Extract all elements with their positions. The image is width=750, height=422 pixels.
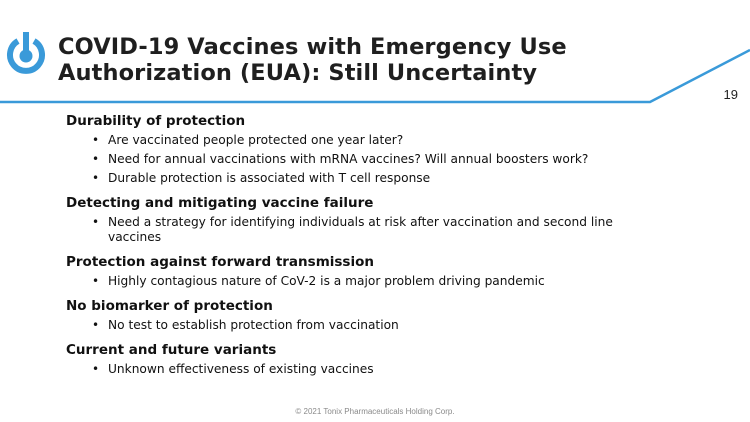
bullet-item xyxy=(66,215,706,245)
bullet-item xyxy=(66,152,706,167)
bullet-icon: • xyxy=(92,215,100,229)
section-variants xyxy=(66,341,706,377)
bullet-list xyxy=(66,318,706,333)
bullet-text: No test to establish protection from vaccination xyxy=(108,318,399,332)
section-heading: Protection against forward transmission xyxy=(66,254,374,270)
bullet-list xyxy=(66,215,706,245)
bullet-icon: • xyxy=(92,152,100,166)
section-heading: Current and future variants xyxy=(66,342,277,358)
bullet-text: Are vaccinated people protected one year later? xyxy=(108,133,404,147)
bullet-text: Unknown effectiveness of existing vaccines xyxy=(108,362,374,376)
bullet-item xyxy=(66,318,706,333)
bullet-item xyxy=(66,274,706,289)
bullet-item xyxy=(66,362,706,377)
slide-body xyxy=(66,112,706,385)
title-underline-rule xyxy=(0,44,750,114)
bullet-list xyxy=(66,274,706,289)
bullet-item xyxy=(66,133,706,148)
section-biomarker xyxy=(66,297,706,333)
slide-title-line-2: Authorization (EUA): Still Uncertainty xyxy=(58,60,538,86)
section-vaccine-failure xyxy=(66,194,706,245)
copyright-footer: © 2021 Tonix Pharmaceuticals Holding Corp. xyxy=(295,407,455,416)
bullet-text: Durable protection is associated with T cell response xyxy=(108,171,431,185)
section-heading: Detecting and mitigating vaccine failure xyxy=(66,195,374,211)
bullet-list xyxy=(66,133,706,186)
bullet-icon: • xyxy=(92,171,100,185)
section-forward-transmission xyxy=(66,253,706,289)
section-durability xyxy=(66,112,706,186)
bullet-icon: • xyxy=(92,318,100,332)
page-number: 19 xyxy=(723,87,738,102)
slide-title-line-1: COVID-19 Vaccines with Emergency Use xyxy=(58,34,567,60)
bullet-list xyxy=(66,362,706,377)
section-heading: No biomarker of protection xyxy=(66,298,273,314)
bullet-icon: • xyxy=(92,274,100,288)
bullet-text: Highly contagious nature of CoV-2 is a major problem driving pandemic xyxy=(108,274,545,288)
bullet-item xyxy=(66,171,706,186)
bullet-icon: • xyxy=(92,133,100,147)
bullet-text: Need a strategy for identifying individuals at risk after vaccination and second line vaccines xyxy=(108,215,613,244)
bullet-text: Need for annual vaccinations with mRNA vaccines? Will annual boosters work? xyxy=(108,152,589,166)
section-heading: Durability of protection xyxy=(66,113,246,129)
bullet-icon: • xyxy=(92,362,100,376)
